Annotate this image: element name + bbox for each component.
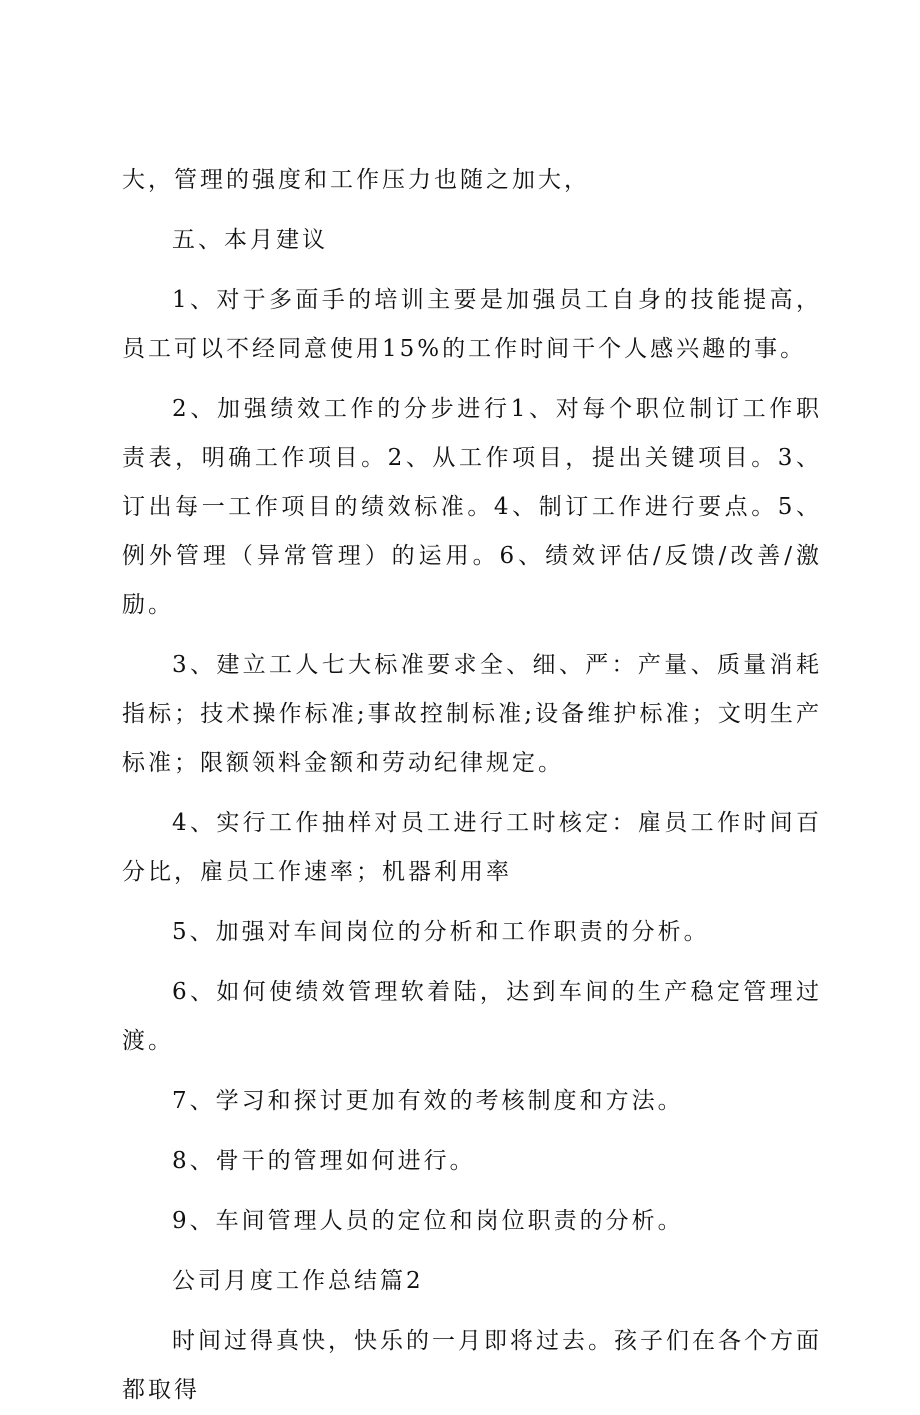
- recommendation-9: 9、车间管理人员的定位和岗位职责的分析。: [172, 1208, 684, 1234]
- section-heading-recommendations: 五、本月建议: [172, 227, 328, 253]
- recommendation-5: 5、加强对车间岗位的分析和工作职责的分析。: [172, 919, 710, 945]
- section-title-summary-2: 公司月度工作总结篇2: [172, 1268, 424, 1294]
- recommendation-6: 6、如何使绩效管理软着陆，达到车间的生产稳定管理过渡。: [122, 979, 822, 1054]
- paragraph-continuation: 大，管理的强度和工作压力也随之加大，: [122, 167, 590, 193]
- recommendation-8: 8、骨干的管理如何进行。: [172, 1148, 476, 1174]
- summary-2-opening: 时间过得真快，快乐的一月即将过去。孩子们在各个方面都取得: [122, 1328, 822, 1403]
- recommendation-1: 1、对于多面手的培训主要是加强员工自身的技能提高，员工可以不经同意使用15%的工作时间干个人感兴趣的事。: [122, 287, 822, 362]
- recommendation-7: 7、学习和探讨更加有效的考核制度和方法。: [172, 1088, 684, 1114]
- recommendation-2: 2、加强绩效工作的分步进行1、对每个职位制订工作职责表，明确工作项目。2、从工作项目，提出关键项目。3、订出每一工作项目的绩效标准。4、制订工作进行要点。5、例外管理（异常管理）的运用。6、绩效评估/反馈/改善/激励。: [122, 396, 822, 618]
- recommendation-4: 4、实行工作抽样对员工进行工时核定：雇员工作时间百分比，雇员工作速率；机器利用率: [122, 810, 822, 885]
- recommendation-3: 3、建立工人七大标准要求全、细、严：产量、质量消耗指标；技术操作标准;事故控制标准;设备维护标准；文明生产标准；限额领料金额和劳动纪律规定。: [122, 652, 822, 776]
- document-body: [122, 156, 822, 1415]
